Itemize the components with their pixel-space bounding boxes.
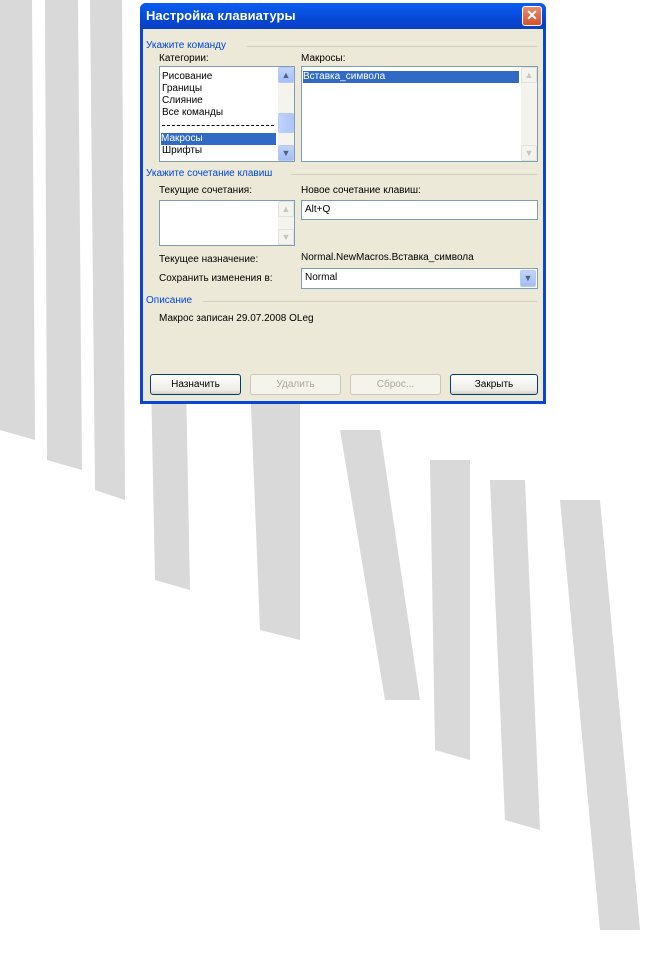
scroll-up-button: [278, 201, 294, 217]
chevron-up-icon: ▲: [281, 204, 291, 214]
current-assignment-value: Normal.NewMacros.Вставка_символа: [301, 252, 474, 263]
chevron-up-icon: ▲: [281, 70, 291, 80]
new-shortcut-label: Новое сочетание клавиш:: [301, 185, 421, 196]
categories-list[interactable]: [159, 66, 295, 162]
chevron-down-icon: ▼: [281, 232, 291, 242]
macros-label: Макросы:: [301, 53, 346, 64]
scroll-down-button: [521, 145, 537, 161]
category-item[interactable]: Шрифты: [162, 145, 203, 156]
current-shortcuts-scrollbar: [278, 201, 294, 245]
reset-button[interactable]: Сброс...: [350, 374, 441, 395]
section-divider: [291, 174, 537, 175]
category-item[interactable]: Все команды: [162, 107, 224, 118]
section-shortcut-heading: Укажите сочетание клавиш: [146, 168, 273, 179]
dialog-body: [143, 29, 543, 401]
section-commands-heading: Укажите команду: [146, 40, 226, 51]
macros-list[interactable]: [301, 66, 538, 162]
title-bar: [140, 3, 546, 29]
category-item-selected[interactable]: Макросы: [161, 133, 276, 145]
scroll-thumb[interactable]: [278, 113, 294, 133]
close-window-button[interactable]: [522, 6, 542, 26]
chevron-up-icon: ▲: [524, 70, 534, 80]
chevron-down-icon: ▼: [523, 273, 533, 283]
scroll-down-button: [278, 229, 294, 245]
description-text: Макрос записан 29.07.2008 OLeg: [159, 313, 314, 324]
categories-scrollbar[interactable]: [278, 67, 294, 161]
save-changes-value: Normal: [305, 272, 338, 283]
remove-button[interactable]: Удалить: [250, 374, 341, 395]
scroll-up-button: [521, 67, 537, 83]
category-item[interactable]: Границы: [162, 83, 202, 94]
category-item[interactable]: Слияние: [162, 95, 203, 106]
keyboard-settings-dialog: [140, 3, 546, 404]
close-button[interactable]: Закрыть: [450, 374, 538, 395]
section-divider: [247, 46, 537, 47]
chevron-down-icon: ▼: [524, 148, 534, 158]
dropdown-button[interactable]: [520, 270, 536, 287]
window-title: Настройка клавиатуры: [146, 8, 296, 23]
current-assignment-label: Текущее назначение:: [159, 254, 259, 265]
current-shortcuts-list[interactable]: [159, 200, 295, 246]
list-separator: [162, 125, 274, 126]
save-changes-select[interactable]: [301, 268, 538, 289]
scroll-down-button[interactable]: [278, 145, 294, 161]
assign-button[interactable]: Назначить: [150, 374, 241, 395]
close-icon: ✕: [526, 7, 538, 23]
chevron-down-icon: ▼: [281, 148, 291, 158]
current-shortcuts-label: Текущие сочетания:: [159, 185, 252, 196]
section-description-heading: Описание: [146, 295, 193, 306]
save-changes-label: Сохранить изменения в:: [159, 273, 273, 284]
category-item[interactable]: Рисование: [162, 71, 213, 82]
categories-label: Категории:: [159, 53, 209, 64]
scroll-up-button[interactable]: [278, 67, 294, 83]
macro-item-selected[interactable]: Вставка_символа: [303, 71, 519, 83]
macros-scrollbar: [521, 67, 537, 161]
section-divider: [203, 301, 537, 302]
new-shortcut-input[interactable]: Alt+Q: [301, 200, 538, 220]
